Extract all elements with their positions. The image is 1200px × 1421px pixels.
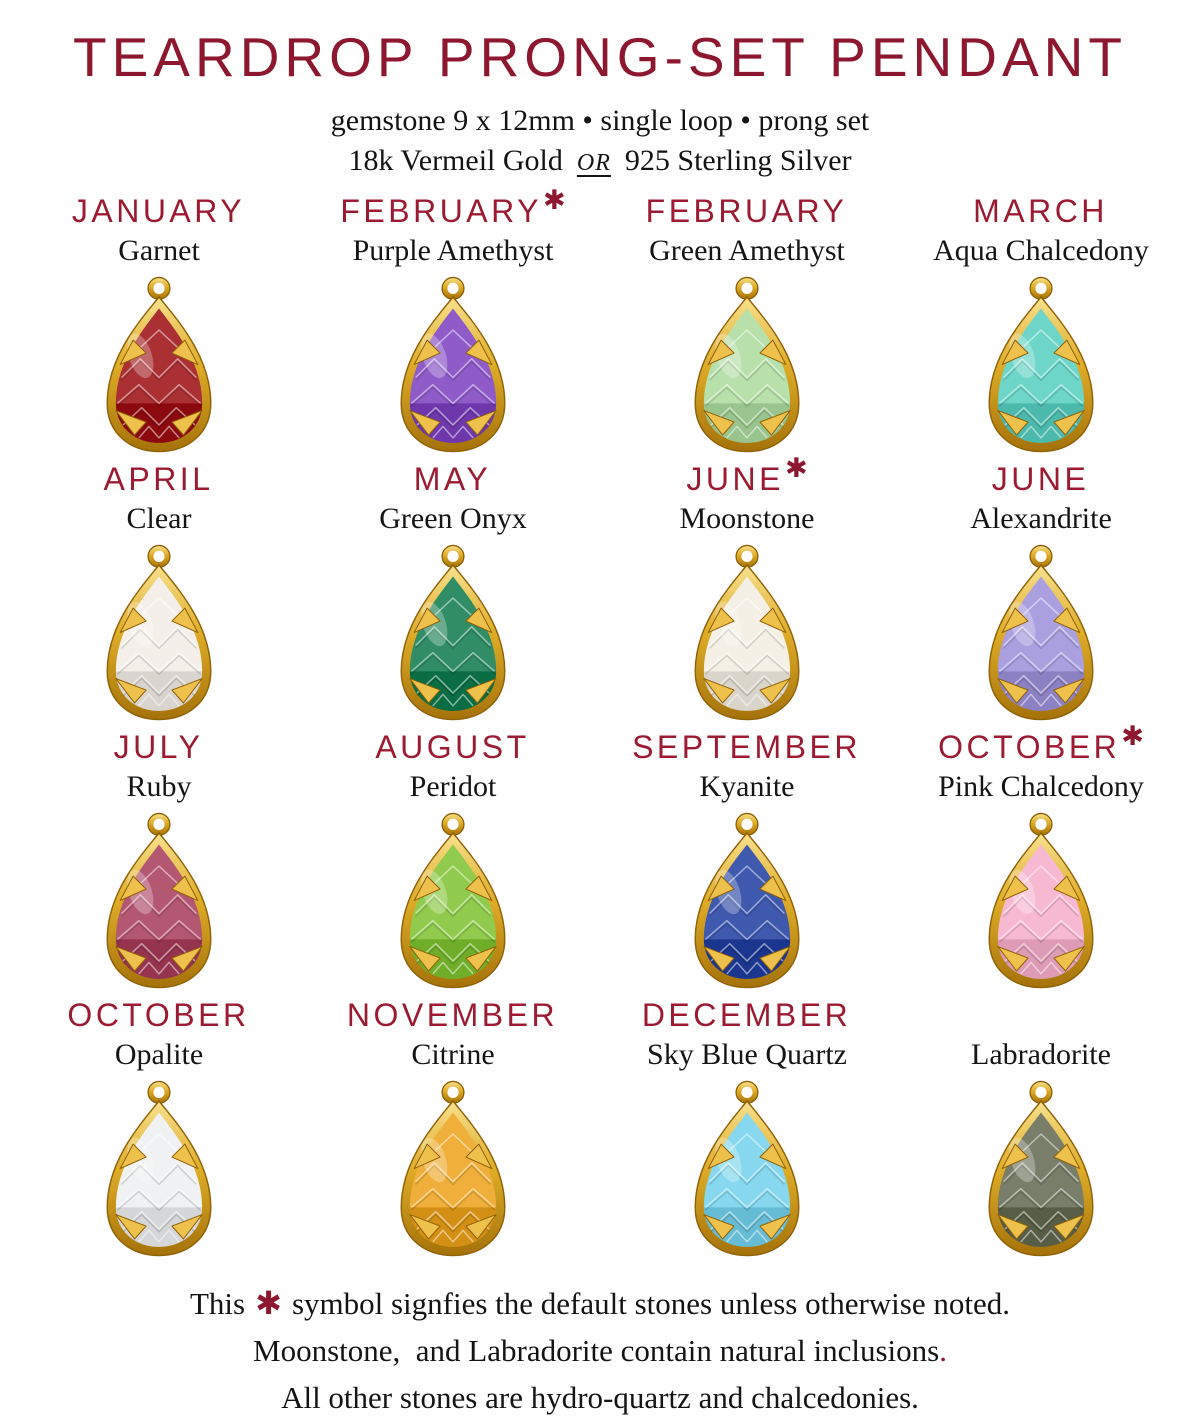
month-line (12, 458, 306, 500)
pendant-cell (894, 458, 1188, 726)
default-star-icon: ✱ (784, 453, 808, 484)
loop-ring-hole (447, 283, 458, 294)
pendant-image (86, 1078, 232, 1262)
pendant-grid (12, 185, 1188, 1262)
pendant-image (968, 1078, 1114, 1262)
loop-ring-hole (1035, 551, 1046, 562)
pendant-cell (306, 726, 600, 994)
stone-name: Alexandrite (970, 502, 1112, 535)
pendant-cell (306, 185, 600, 458)
month-label: JULY (113, 729, 204, 765)
month-label: MARCH (973, 193, 1108, 229)
footer-note1-after: symbol signfies the default stones unless otherwise noted. (291, 1286, 1010, 1321)
pendant-cell (894, 994, 1188, 1262)
footer-note-inclusions (0, 1327, 1200, 1374)
pendant-cell (894, 721, 1188, 994)
stone-name: Moonstone (679, 502, 815, 535)
month-line (306, 458, 600, 500)
stone-name: Clear (126, 502, 192, 535)
pendant-cell (12, 458, 306, 726)
pendant-cell (12, 994, 306, 1262)
default-star-icon: ✱ (255, 1284, 282, 1322)
month-label: OCTOBER (67, 997, 250, 1033)
month-label: JANUARY (71, 193, 246, 229)
pendant-cell (12, 190, 306, 458)
page-title: TEARDROP PRONG-SET PENDANT (73, 26, 1127, 88)
month-label: DECEMBER (641, 997, 852, 1033)
stone-name: Garnet (118, 234, 200, 267)
stone-name: Kyanite (699, 770, 795, 803)
month-label: MAY (413, 461, 492, 497)
loop-ring-hole (741, 551, 752, 562)
stone-name: Citrine (411, 1038, 495, 1071)
loop-ring-hole (741, 819, 752, 830)
loop-ring-hole (153, 283, 164, 294)
pendant-image (674, 274, 820, 458)
stone-name: Ruby (126, 770, 192, 803)
pendant-cell (600, 190, 894, 458)
stone-name: Green Amethyst (649, 234, 845, 267)
pendant-image (968, 810, 1114, 994)
loop-ring-hole (153, 1087, 164, 1098)
pendant-image (674, 542, 820, 726)
month-line (306, 994, 600, 1036)
pendant-image (674, 1078, 820, 1262)
stone-name: Pink Chalcedony (938, 770, 1144, 803)
loop-ring-hole (741, 283, 752, 294)
stone-name: Aqua Chalcedony (933, 234, 1149, 267)
footer-note-hydro-quartz: All other stones are hydro-quartz and chalcedonies. (281, 1380, 919, 1415)
month-line (894, 458, 1188, 500)
loop-ring-hole (447, 1087, 458, 1098)
default-star-icon: ✱ (543, 185, 566, 216)
month-line (600, 453, 894, 500)
pendant-image (380, 1078, 526, 1262)
pendant-cell (600, 453, 894, 726)
subtitle-specs: gemstone 9 x 12mm • single loop • prong set (330, 104, 870, 137)
pendant-cell (306, 994, 600, 1262)
pendant-cell (306, 458, 600, 726)
material-gold: 18k Vermeil Gold (348, 144, 563, 177)
pendant-image (380, 542, 526, 726)
pendant-cell (600, 994, 894, 1262)
stone-name: Sky Blue Quartz (647, 1038, 847, 1071)
month-line (12, 994, 306, 1036)
loop-ring-hole (1035, 283, 1046, 294)
loop-ring-hole (1035, 819, 1046, 830)
month-label: JUNE (991, 461, 1090, 497)
pendant-image (380, 274, 526, 458)
month-label: FEBRUARY (645, 193, 848, 229)
loop-ring-hole (447, 551, 458, 562)
pendant-image (86, 542, 232, 726)
month-line (600, 994, 894, 1036)
footer-note-default-stones (0, 1280, 1200, 1327)
stone-name: Peridot (409, 770, 497, 803)
footer-note1-before: This (190, 1286, 246, 1321)
month-label: OCTOBER (938, 729, 1121, 765)
month-line (894, 721, 1188, 768)
footer-note2-period: . (939, 1333, 947, 1368)
stone-name: Opalite (114, 1038, 204, 1071)
pendant-image (86, 274, 232, 458)
month-line (306, 726, 600, 768)
loop-ring-hole (1035, 1087, 1046, 1098)
loop-ring-hole (741, 1087, 752, 1098)
material-or: OR (576, 150, 611, 176)
month-label: APRIL (103, 461, 214, 497)
default-star-icon: ✱ (1121, 721, 1144, 752)
pendant-image (380, 810, 526, 994)
loop-ring-hole (153, 551, 164, 562)
stone-name: Labradorite (971, 1038, 1111, 1071)
pendant-image (674, 810, 820, 994)
month-label: JUNE (686, 461, 784, 497)
month-label: AUGUST (375, 729, 530, 765)
month-line (894, 994, 1188, 1036)
pendant-cell (600, 726, 894, 994)
pendant-image (968, 542, 1114, 726)
stone-name: Green Onyx (379, 502, 527, 535)
pendant-image (86, 810, 232, 994)
month-line (600, 726, 894, 768)
pendant-cell (12, 726, 306, 994)
month-label: NOVEMBER (346, 997, 559, 1033)
month-line (600, 190, 894, 232)
month-line (12, 726, 306, 768)
subtitle-materials (0, 140, 1200, 184)
month-label: SEPTEMBER (632, 729, 861, 765)
month-line (306, 185, 600, 232)
footer-note2-text: Moonstone, and Labradorite contain natural inclusions (253, 1333, 940, 1368)
loop-ring-hole (447, 819, 458, 830)
loop-ring-hole (153, 819, 164, 830)
month-line (894, 190, 1188, 232)
page-header (0, 0, 1200, 184)
material-silver: 925 Sterling Silver (624, 144, 852, 177)
pendant-cell (894, 190, 1188, 458)
stone-name: Purple Amethyst (352, 234, 554, 267)
pendant-image (968, 274, 1114, 458)
month-label: FEBRUARY (340, 193, 543, 229)
month-line (12, 190, 306, 232)
